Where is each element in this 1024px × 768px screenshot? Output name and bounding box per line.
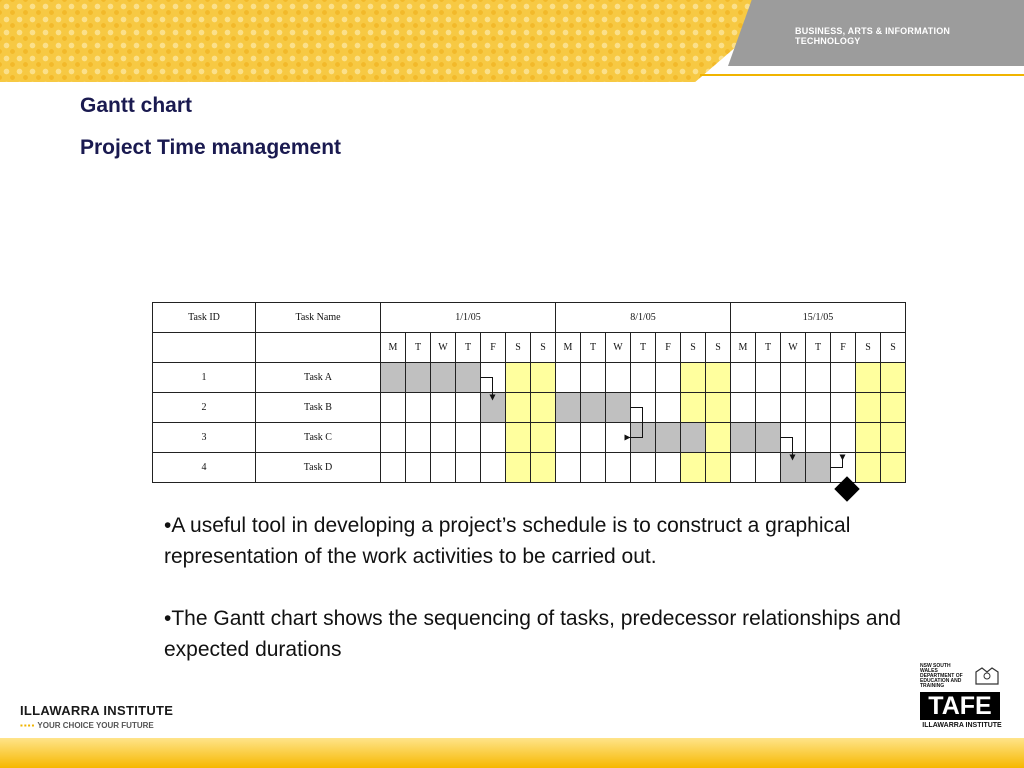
arrowhead-icon xyxy=(490,395,496,401)
week-header-1: 1/1/05 xyxy=(381,303,556,333)
gantt-chart xyxy=(152,302,912,507)
day-header-8: M xyxy=(556,333,581,363)
day-header-5: F xyxy=(481,333,506,363)
institute-name: ILLAWARRA INSTITUTE xyxy=(20,703,174,718)
task-id-cell: 1 xyxy=(153,363,256,393)
task-name-cell: Task D xyxy=(256,453,381,483)
week-header-2: 8/1/05 xyxy=(556,303,731,333)
day-header-13: S xyxy=(681,333,706,363)
bullet-2: •The Gantt chart shows the sequencing of tasks, predecessor relationships and expected durations xyxy=(164,607,901,661)
banner-divider xyxy=(700,74,1024,76)
day-header-11: T xyxy=(631,333,656,363)
day-header-18: T xyxy=(806,333,831,363)
task-id-cell: 4 xyxy=(153,453,256,483)
crest-icon xyxy=(972,664,1002,686)
day-header-15: M xyxy=(731,333,756,363)
task-name-cell: Task C xyxy=(256,423,381,453)
task-id-cell: 2 xyxy=(153,393,256,423)
day-header-1: M xyxy=(381,333,406,363)
institute-tagline: ▪▪▪▪ YOUR CHOICE YOUR FUTURE xyxy=(20,721,154,730)
day-header-14: S xyxy=(706,333,731,363)
day-header-17: W xyxy=(781,333,806,363)
day-header-21: S xyxy=(881,333,906,363)
arrowhead-icon xyxy=(790,455,796,461)
day-header-12: F xyxy=(656,333,681,363)
bullet-1: •A useful tool in developing a project’s schedule is to construct a graphical representation of the work activities to be carried out. xyxy=(164,514,851,568)
body-text xyxy=(164,510,924,696)
dependency-line xyxy=(831,459,843,468)
task-name-cell: Task A xyxy=(256,363,381,393)
dependency-line xyxy=(629,408,643,438)
header-banner xyxy=(0,0,1024,90)
day-header-19: F xyxy=(831,333,856,363)
day-header-9: T xyxy=(581,333,606,363)
page-subtitle: Project Time management xyxy=(80,136,342,159)
day-header-16: T xyxy=(756,333,781,363)
col-header-task-name: Task Name xyxy=(256,303,381,333)
arrowhead-icon xyxy=(625,435,631,441)
arrowhead-icon xyxy=(840,455,846,461)
page-title: Gantt chart xyxy=(80,94,193,117)
banner-pattern xyxy=(0,0,790,82)
tafe-institute-name: ILLAWARRA INSTITUTE xyxy=(922,722,1002,729)
dependency-arrows xyxy=(152,302,912,507)
week-header-3: 15/1/05 xyxy=(731,303,906,333)
org-unit-label: BUSINESS, ARTS & INFORMATION TECHNOLOGY xyxy=(795,26,951,46)
day-header-7: S xyxy=(531,333,556,363)
day-header-6: S xyxy=(506,333,531,363)
day-header-20: S xyxy=(856,333,881,363)
day-header-3: W xyxy=(431,333,456,363)
col-header-task-id: Task ID xyxy=(153,303,256,333)
day-header-2: T xyxy=(406,333,431,363)
tafe-logo xyxy=(920,664,1004,729)
tafe-wordmark: TAFE xyxy=(920,692,1000,720)
task-name-cell: Task B xyxy=(256,393,381,423)
tafe-department-text: NSW SOUTH WALES DEPARTMENT OF EDUCATION AND TRAINING xyxy=(920,663,963,689)
footer-band xyxy=(0,738,1024,768)
day-header-4: T xyxy=(456,333,481,363)
illawarra-institute-logo xyxy=(20,703,173,730)
task-id-cell: 3 xyxy=(153,423,256,453)
day-header-10: W xyxy=(606,333,631,363)
